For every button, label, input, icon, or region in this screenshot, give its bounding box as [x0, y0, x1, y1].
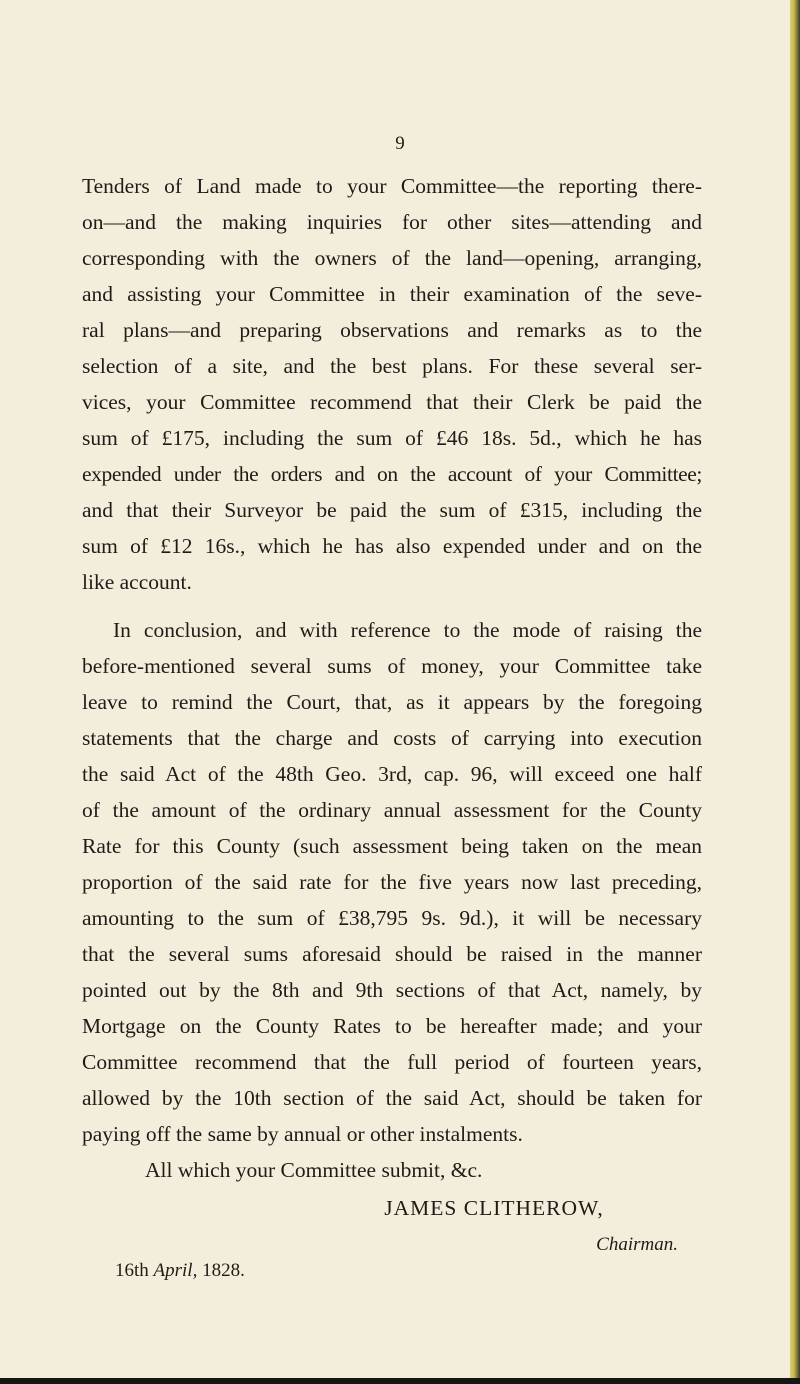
text-line: expended under the orders and on the account of your Committee; — [82, 462, 702, 486]
signature-name: JAMES CLITHEROW, — [384, 1196, 604, 1220]
text-line: sum of £175, including the sum of £46 18s. 5d., which he has — [82, 426, 702, 450]
text-line: leave to remind the Court, that, as it appears by the foregoing — [82, 690, 702, 714]
text-line: Tenders of Land made to your Committee—the reporting there- — [82, 174, 702, 198]
text-line: sum of £12 16s., which he has also expended under and on the — [82, 534, 702, 558]
page-edge-bottom — [0, 1378, 800, 1384]
text-line: Rate for this County (such assessment being taken on the mean — [82, 834, 702, 858]
text-line: corresponding with the owners of the land—opening, arranging, — [82, 246, 702, 270]
text-line: allowed by the 10th section of the said Act, should be taken for — [82, 1086, 702, 1110]
text-line: and that their Surveyor be paid the sum of £315, including the — [82, 498, 702, 522]
text-line: ral plans—and preparing observations and remarks as to the — [82, 318, 702, 342]
text-line: Committee recommend that the full period of fourteen years, — [82, 1050, 702, 1074]
text-line: like account. — [82, 570, 192, 594]
date-year: 1828. — [202, 1260, 245, 1281]
text-line: selection of a site, and the best plans. For these several ser- — [82, 354, 702, 378]
date-month: April, — [153, 1260, 198, 1281]
text-line: of the amount of the ordinary annual assessment for the County — [82, 798, 702, 822]
text-line: and assisting your Committee in their examination of the seve- — [82, 282, 702, 306]
text-line: paying off the same by annual or other instalments. — [82, 1122, 523, 1146]
text-line: that the several sums aforesaid should be raised in the manner — [82, 942, 702, 966]
text-line: statements that the charge and costs of carrying into execution — [82, 726, 702, 750]
closing-line: All which your Committee submit, &c. — [145, 1158, 483, 1182]
text-line: In conclusion, and with reference to the mode of raising the — [113, 618, 702, 642]
date-line — [115, 1260, 245, 1282]
text-line: Mortgage on the County Rates to be hereafter made; and your — [82, 1014, 702, 1038]
page-edge-right — [790, 0, 800, 1384]
text-line: the said Act of the 48th Geo. 3rd, cap. 96, will exceed one half — [82, 762, 702, 786]
signature-title: Chairman. — [596, 1234, 678, 1255]
text-line: proportion of the said rate for the five years now last preceding, — [82, 870, 702, 894]
text-line: amounting to the sum of £38,795 9s. 9d.), it will be necessary — [82, 906, 702, 930]
text-line: on—and the making inquiries for other sites—attending and — [82, 210, 702, 234]
page-number: 9 — [395, 133, 405, 154]
date-day: 16th — [115, 1260, 149, 1281]
text-line: vices, your Committee recommend that their Clerk be paid the — [82, 390, 702, 414]
text-line: pointed out by the 8th and 9th sections of that Act, namely, by — [82, 978, 702, 1002]
text-line: before-mentioned several sums of money, your Committee take — [82, 654, 702, 678]
